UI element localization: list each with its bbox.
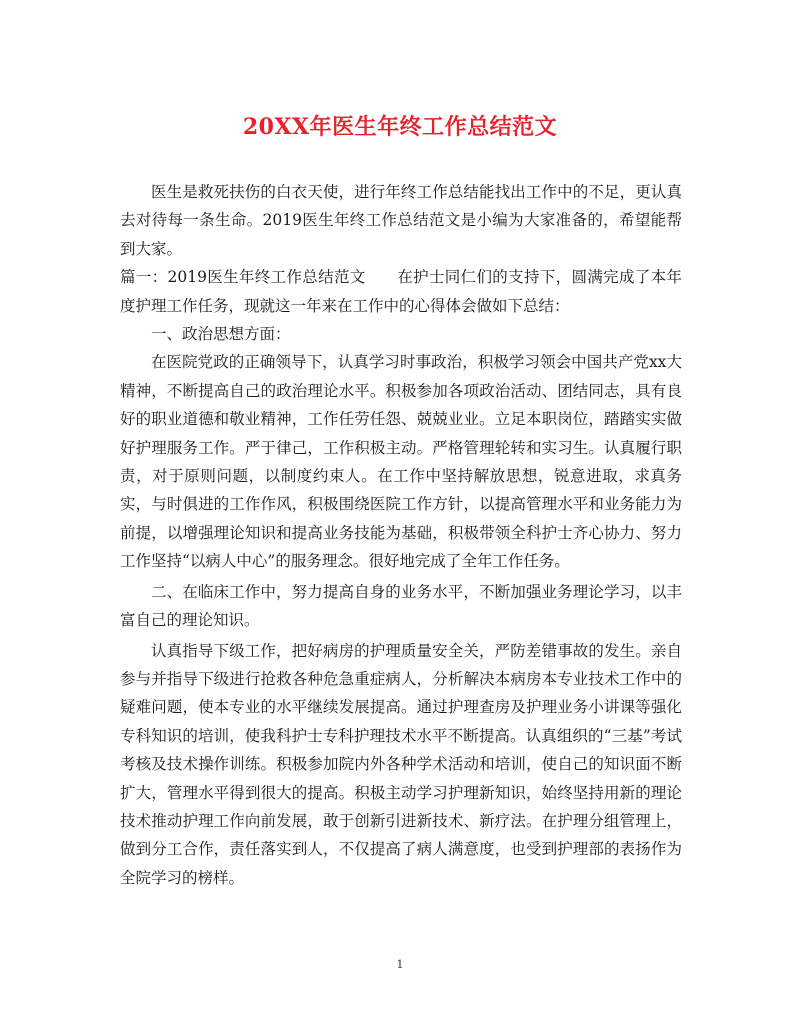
document-body <box>120 178 682 892</box>
intro-paragraph: 医生是救死扶伤的白衣天使，进行年终工作总结能找出工作中的不足，更认真去对待每一条生命。2019医生年终工作总结范文是小编为大家准备的，希望能帮到大家。 <box>120 183 682 258</box>
body-paragraph-political: 在医院党政的正确领导下，认真学习时事政治，积极学习领会中国共产党xx大精神，不断提高自己的政治理论水平。积极参加各项政治活动、团结同志，具有良好的职业道德和敬业精神，工作任劳任怨、兢兢业业。立足本职岗位，踏踏实实做好护理服务工作。严于律己，工作积极主动。严格管理轮转和实习生。认真履行职责，对于原则问题，以制度约束人。在工作中坚持解放思想，锐意进取，求真务实，与时俱进的工作作风，积极围绕医院工作方针，以提高管理水平和业务能力为前提，以增强理论知识和提高业务技能为基础，积极带领全科护士齐心协力、努力工作坚持“以病人中心”的服务理念。很好地完成了全年工作任务。 <box>120 353 682 571</box>
body-paragraph-clinical: 认真指导下级工作，把好病房的护理质量安全关，严防差错事故的发生。亲自参与并指导下级进行抢救各种危急重症病人，分析解决本病房本专业技术工作中的疑难问题，使本专业的水平继续发展提高。通过护理查房及护理业务小讲课等强化专科知识的培训，使我科护士专科护理技术水平不断提高。认真组织的“三基”考试考核及技术操作训练。积极参加院内外各种学术活动和培训，使自己的知识面不断扩大，管理水平得到很大的提高。积极主动学习护理新知识，始终坚持用新的理论技术推动护理工作向前发展，敢于创新引进新技术、新疗法。在护理分组管理上，做到分工合作，责任落实到人，不仅提高了病人满意度，也受到护理部的表扬作为全院学习的榜样。 <box>120 641 682 887</box>
section-heading-clinical: 二、在临床工作中，努力提高自身的业务水平，不断加强业务理论学习，以丰富自己的理论知识。 <box>120 582 682 630</box>
section-heading-part-one: 篇一：2019医生年终工作总结范文 在护士同仁们的支持下，圆满完成了本年度护理工作任务，现就这一年来在工作中的心得体会做如下总结： <box>120 268 682 315</box>
section-heading-political: 一、政治思想方面： <box>151 325 291 344</box>
document-title: 20XX年医生年终工作总结范文 <box>242 114 558 140</box>
page-number: 1 <box>396 958 404 971</box>
